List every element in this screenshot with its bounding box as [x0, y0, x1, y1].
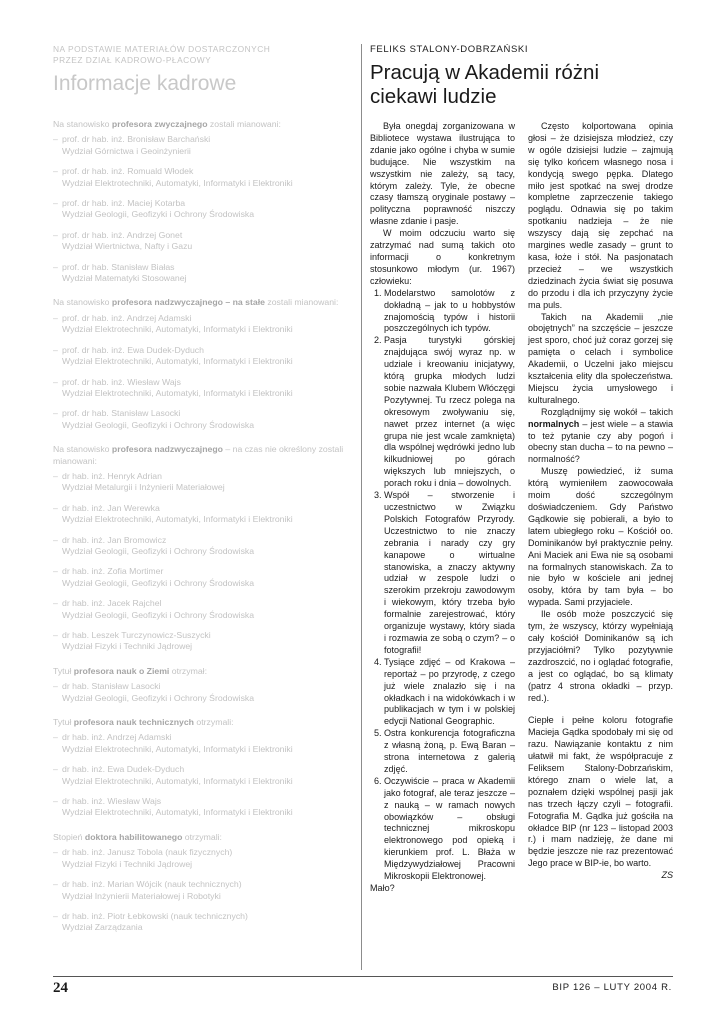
faculty-name: Wydział Geologii, Geofizyki i Ochrony Środowiska — [62, 609, 255, 620]
paragraph: Muszę powiedzieć, iż suma którą wymieniłem zaowocowała moim dość szczególnym doświadczeniem. Gdy Państwo Gądkowie się pobierali, a było to latem ubiegłego roku – Kościół oo. Dominikanów był praktycznie pełny. Ani Maciek ani Ewa nie są osobami na formalnych stanowiskach. Za to nie było w kościele ani jednej osoby, która by tam była – bo wypada. Sami przyjaciele. — [528, 466, 673, 608]
dash-bullet: – — [53, 198, 58, 209]
appointment-entry — [53, 879, 355, 902]
faculty-name: Wydział Geologii, Geofizyki i Ochrony Środowiska — [62, 545, 255, 556]
dash-bullet: – — [53, 502, 58, 513]
appointment-group — [53, 666, 355, 704]
faculty-name: Wydział Metalurgii i Inżynierii Materiałowej — [62, 482, 225, 493]
intro-text: otrzymali: — [182, 831, 222, 842]
person-name: prof. dr hab. Stanisław Białas — [62, 261, 175, 272]
dash-bullet: – — [53, 847, 58, 858]
appointment-entry — [53, 911, 355, 934]
person-name: dr hab. inż. Zofia Mortimer — [62, 566, 164, 577]
dash-bullet: – — [53, 796, 58, 807]
intro-text: otrzymał: — [169, 665, 208, 676]
intro-text: profesora nauk technicznych — [73, 717, 194, 728]
page-number: 24 — [53, 980, 68, 996]
faculty-name: Wydział Fizyki i Techniki Jądrowej — [62, 858, 193, 869]
person-name: prof. dr hab. Stanisław Lasocki — [62, 408, 181, 419]
appointment-entry — [53, 471, 355, 494]
paragraph: Takich na Akademii „nie obojętnych” na szczęście – jeszcze jest sporo, choć już coraz gorzej się pamięta o celach i symbolice Akademii, o Uczelni jako miejscu kształcenia elity dla społeczeństwa. Miejscu życia umysłowego i kulturalnego. — [528, 311, 673, 405]
text-span: – jest wiele – a stawia to też pytanie czy aby pogoń i obecny stan ducha – to na pewno – normalność? — [528, 418, 673, 465]
appointment-group — [53, 119, 355, 284]
group-intro — [53, 717, 355, 728]
person-name: prof. dr hab. inż. Romuald Włodek — [62, 166, 194, 177]
faculty-name: Wydział Elektrotechniki, Automatyki, Informatyki i Elektroniki — [62, 387, 293, 398]
appointment-entry — [53, 408, 355, 431]
paragraph-gap — [528, 704, 673, 715]
faculty-name: Wydział Geologii, Geofizyki i Ochrony Środowiska — [62, 419, 255, 430]
dash-bullet: – — [53, 408, 58, 419]
dash-bullet: – — [53, 879, 58, 890]
dash-bullet: – — [53, 344, 58, 355]
source-note-line-2: PRZEZ DZIAŁ KADROWO-PŁACOWY — [53, 55, 212, 65]
paragraph: Była onegdaj zorganizowana w Bibliotece wystawa ilustrująca to zdanie jako ogólne i chyba w sumie budujące. Nie wszystkim na wszystkim nie zależy, są tacy, którym zależy. Tyle, że obecne czasy tłamszą oryginale postawy – polityczna poprawność niszczy własne zdanie i pasje. — [370, 121, 515, 227]
list-item: 5. Ostra konkurencja fotograficzna z własną żoną, p. Ewą Baran – strona internetowa z galerią zdjęć. — [384, 728, 515, 776]
appointment-group — [53, 832, 355, 934]
article-body — [370, 121, 673, 895]
group-intro — [53, 297, 355, 308]
dash-bullet: – — [53, 470, 58, 481]
faculty-name: Wydział Zarządzania — [62, 922, 143, 933]
article — [370, 44, 673, 895]
emphasis: normalnych — [528, 418, 580, 429]
list-item: 6. Oczywiście – praca w Akademii jako fotograf, ale teraz jeszcze – z nauką – w ramach nowych obowiązków – obsługi technicznej mikroskopu elektronowego pod opieką i kierunkiem prof. L. Błaża w Międzywydziałowej Pracowni Mikroskopii Elektronowej. — [384, 776, 515, 883]
dash-bullet: – — [53, 376, 58, 387]
person-name: dr hab. inż. Jacek Rajchel — [62, 598, 162, 609]
appointment-entry — [53, 566, 355, 589]
intro-text: profesora nadzwyczajnego – na stałe — [111, 297, 265, 308]
activity-list — [370, 288, 515, 883]
issue-info: BIP 126 – LUTY 2004 R. — [552, 982, 672, 993]
appointment-entry — [53, 847, 355, 870]
person-name: dr hab. inż. Henryk Adrian — [62, 470, 162, 481]
intro-text: otrzymali: — [193, 717, 234, 728]
dash-bullet: – — [53, 764, 58, 775]
appointment-entry — [53, 134, 355, 157]
paragraph: Ile osób może poszczycić się tym, że wszyscy, którzy wypełniają cały kościół Dominikanów są ich przyjaciółmi? Tylko pozytywnie zazdroszcić, no i oglądać fotografie, a jest co oglądać, bo są klimaty (patrz 4 strona okładki – przyp. red.). — [528, 609, 673, 703]
group-intro — [53, 666, 355, 677]
article-title — [370, 61, 673, 109]
person-name: dr hab. inż. Janusz Tobola (nauk fizycznych) — [62, 847, 233, 858]
text-span: Rozglądnijmy się wokół – takich — [541, 406, 673, 417]
faculty-name: Wydział Inżynierii Materiałowej i Robotyki — [62, 890, 221, 901]
section-title: Informacje kadrowe — [53, 72, 237, 95]
appointment-entry — [53, 732, 355, 755]
appointment-entry — [53, 345, 355, 368]
person-name: dr hab. inż. Jan Bromowicz — [62, 534, 167, 545]
footer-rule — [53, 976, 673, 977]
intro-text: Na stanowisko — [53, 119, 112, 129]
group-intro — [53, 444, 355, 467]
dash-bullet: – — [53, 910, 58, 921]
editor-note: Ciepłe i pełne koloru fotografie Macieja Gądka spodobały mi się od razu. Nawiązanie kontaktu z nim ułatwił mi fakt, że współpracuje z Feliksem Stalony-Dobrzańskim, którego znam o wiele lat, a poznałem dzięki wspólnej pasji jak nas trzech łączy czyli – fotografii. Fotografia M. Gądka już gościła na okładce BIP (nr 123 – listopad 2003 r.) i mam nadzieję, że dane mi będzie jeszcze nie raz prezentować Jego prace w BIP-ie, bo warto. — [528, 715, 673, 869]
faculty-name: Wydział Elektrotechniki, Automatyki, Informatyki i Elektroniki — [62, 177, 293, 188]
appointment-entry — [53, 796, 355, 819]
list-item: 3. Współ – stworzenie i uczestnictwo w Związku Polskich Fotografów Przyrody. Uczestnictwo to nie znaczy zebrania i narady czy gry kanapowe o wirtualne stanowiska, a znaczy aktywny udział w zespole ludzi o szerokim przekroju zawodowym i wiekowym, który trzeba było formalnie zarejestrować, który organizuje wystawy, który siada i rozmawia ze sobą o czym? – o fotografii! — [384, 490, 515, 657]
appointment-groups — [53, 119, 355, 934]
dash-bullet: – — [53, 598, 58, 609]
person-name: dr hab. inż. Jan Werewka — [62, 502, 160, 513]
faculty-name: Wydział Geologii, Geofizyki i Ochrony Środowiska — [62, 577, 255, 588]
appointment-entry — [53, 535, 355, 558]
appointment-entry — [53, 377, 355, 400]
person-name: prof. dr hab. inż. Wiesław Wajs — [62, 376, 181, 387]
person-name: dr hab. inż. Piotr Łebkowski (nauk technicznych) — [62, 910, 248, 921]
person-name: dr hab. inż. Ewa Dudek-Dyduch — [62, 764, 185, 775]
intro-text: Na stanowisko — [53, 444, 112, 455]
dash-bullet: – — [53, 630, 58, 640]
appointment-group — [53, 717, 355, 819]
article-title-line-1: Pracują w Akademii różni — [370, 61, 600, 84]
faculty-name: Wydział Geologii, Geofizyki i Ochrony Środowiska — [62, 692, 255, 703]
intro-text: Tytuł — [53, 665, 74, 676]
person-name: prof. dr hab. inż. Bronisław Barchański — [62, 134, 211, 145]
appointment-group — [53, 444, 355, 653]
article-column-2 — [528, 121, 673, 895]
person-name: prof. dr hab. inż. Ewa Dudek-Dyduch — [62, 344, 204, 355]
source-note-line-1: NA PODSTAWIE MATERIAŁÓW DOSTARCZONYCH — [53, 44, 271, 54]
faculty-name: Wydział Matematyki Stosowanej — [62, 273, 187, 284]
intro-text: Na stanowisko — [53, 297, 112, 308]
intro-text: profesora nauk o Ziemi — [73, 665, 170, 676]
dash-bullet: – — [53, 312, 58, 323]
intro-text: zostali mianowani: — [207, 119, 281, 129]
dash-bullet: – — [53, 732, 58, 743]
appointment-entry — [53, 198, 355, 221]
faculty-name: Wydział Elektrotechniki, Automatyki, Informatyki i Elektroniki — [62, 807, 293, 818]
intro-text: Tytuł — [53, 717, 74, 728]
dash-bullet: – — [53, 681, 58, 692]
article-title-line-2: ciekawi ludzie — [370, 85, 497, 108]
dash-bullet: – — [53, 534, 58, 545]
faculty-name: Wydział Elektrotechniki, Automatyki, Informatyki i Elektroniki — [62, 324, 293, 335]
list-item: 4. Tysiące zdjęć – od Krakowa – reportaż – po przyrodę, z czego już wiele znalazło się i na okładkach i na widokówkach i w publikacjach w tym i w polskiej edycji National Geographic. — [384, 657, 515, 728]
appointment-entry — [53, 598, 355, 621]
list-item: 2. Pasja turystyki górskiej znajdująca swój wyraz np. w udziale i kreowaniu inicjatywy, którą grupka młodych ludzi sobie nazwała Klubem Włóczęgi Pozytywnej. Tu rzecz polega na okresowym zwoływaniu się, nawet przez internet (a więc grupa nie jest wcale zamknięta) dla wspólnej wędrówki jedno lub kilkudniowej po górach większych lub mniejszych, o porach roku i dnia – dowolnych. — [384, 335, 515, 490]
intro-text: doktora habilitowanego — [84, 831, 183, 842]
person-name: dr hab. Stanisław Lasocki — [62, 681, 161, 692]
dash-bullet: – — [53, 134, 58, 145]
list-item: 1. Modelarstwo samolotów z dokładną – jak to u hobbystów znajomością typów i historii poszczególnych ich typów. — [384, 288, 515, 336]
appointment-entry — [53, 681, 355, 704]
paragraph: W moim odczuciu warto się zatrzymać nad sumą takich oto informacji o konkretnym stosunkowo młodym (ur. 1967) człowieku: — [370, 228, 515, 286]
intro-text: zostali mianowani: — [264, 297, 339, 308]
intro-text: profesora nadzwyczajnego — [111, 444, 223, 455]
group-intro — [53, 119, 355, 130]
intro-text: Stopień — [53, 831, 85, 842]
person-name: dr hab. inż. Wiesław Wajs — [62, 796, 162, 807]
dash-bullet: – — [53, 261, 58, 272]
appointment-entry — [53, 630, 355, 653]
dash-bullet: – — [53, 229, 58, 240]
paragraph — [528, 407, 673, 467]
editor-signoff: ZS — [661, 870, 673, 881]
faculty-name: Wydział Wiertnictwa, Nafty i Gazu — [62, 241, 193, 252]
person-name: dr hab. inż. Marian Wójcik (nauk technicznych) — [62, 879, 242, 890]
faculty-name: Wydział Górnictwa i Geoinżynierii — [62, 145, 191, 156]
person-name: dr hab. Leszek Turczynowicz-Suszycki — [62, 630, 211, 640]
appointment-entry — [53, 262, 355, 285]
faculty-name: Wydział Elektrotechniki, Automatyki, Informatyki i Elektroniki — [62, 514, 293, 525]
intro-text: – na czas nie określony zostali mianowani: — [53, 444, 344, 466]
faculty-name: Wydział Elektrotechniki, Automatyki, Informatyki i Elektroniki — [62, 356, 293, 367]
person-name: prof. dr hab. inż. Andrzej Adamski — [62, 312, 192, 323]
dash-bullet: – — [53, 166, 58, 177]
paragraph: Często kolportowana opinia głosi – że dzisiejsza młodzież, czy w ogóle dzisiejsi ludzie – zajmują się tylko końcem własnego nosa i kondycją swego pępka. Dlatego miło jest spotkać na swej drodze kompletne zaprzeczenie takiego poglądu. Odnawia się po takim spotkaniu nadzieja – że nie wszyscy dają się zepchać na margines wedle zasady – grunt to kasa, łoże i stół. Na pasjonatach przecież – we wszystkich dziedzinach życia świat się posuwa do przodu i dla ich przyczyny życie ma puls. — [528, 121, 673, 310]
person-name: dr hab. inż. Andrzej Adamski — [62, 732, 172, 743]
dash-bullet: – — [53, 566, 58, 577]
appointment-entry — [53, 764, 355, 787]
staff-news-column — [53, 44, 355, 947]
appointment-entry — [53, 230, 355, 253]
appointment-entry — [53, 503, 355, 526]
article-author: FELIKS STALONY-DOBRZAŃSKI — [370, 44, 529, 55]
column-divider — [361, 44, 362, 970]
appointment-entry — [53, 313, 355, 336]
faculty-name: Wydział Elektrotechniki, Automatyki, Informatyki i Elektroniki — [62, 775, 293, 786]
paragraph: Mało? — [370, 883, 395, 893]
intro-text: profesora zwyczajnego — [111, 119, 208, 129]
appointment-entry — [53, 166, 355, 189]
faculty-name: Wydział Elektrotechniki, Automatyki, Informatyki i Elektroniki — [62, 743, 293, 754]
faculty-name: Wydział Fizyki i Techniki Jądrowej — [62, 641, 193, 652]
appointment-group — [53, 297, 355, 431]
faculty-name: Wydział Geologii, Geofizyki i Ochrony Środowiska — [62, 209, 255, 220]
person-name: prof. dr hab. inż. Andrzej Gonet — [62, 229, 183, 240]
group-intro — [53, 832, 355, 843]
article-column-1 — [370, 121, 515, 895]
person-name: prof. dr hab. inż. Maciej Kotarba — [62, 198, 186, 209]
